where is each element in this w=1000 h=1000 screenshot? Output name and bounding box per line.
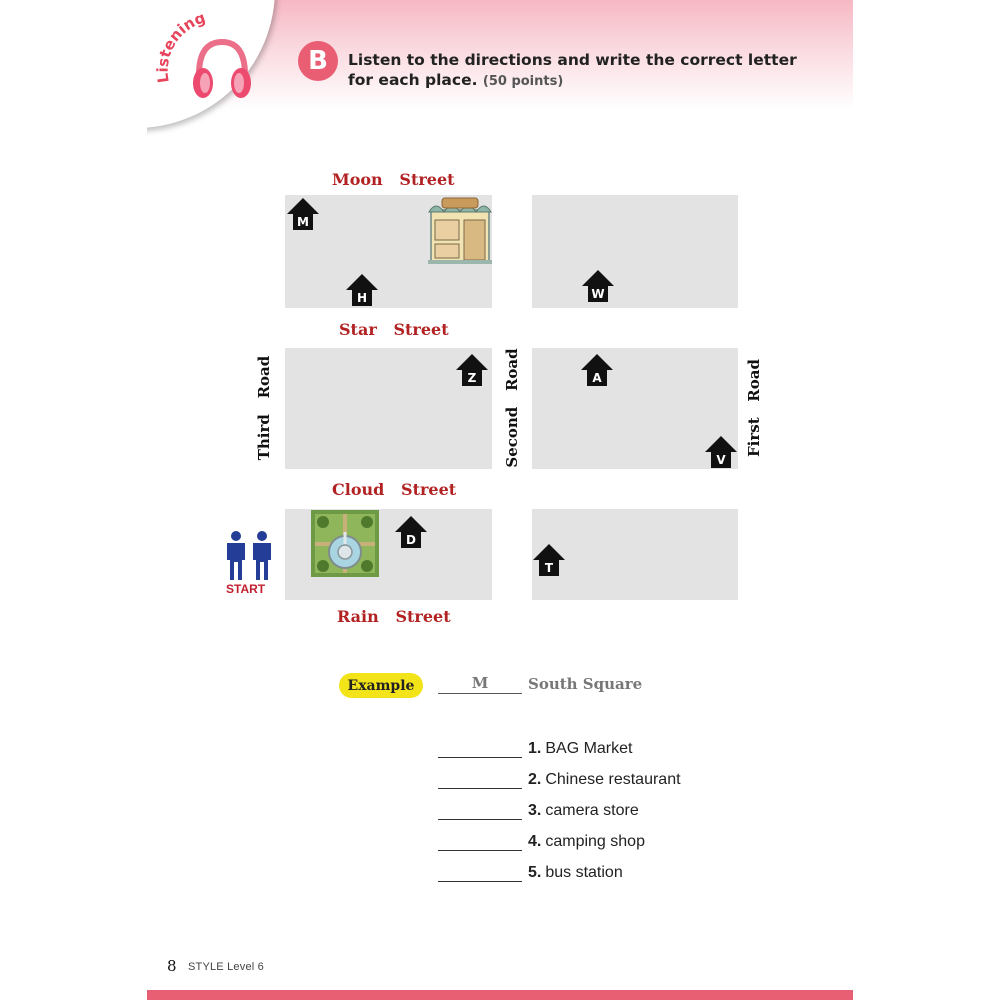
start-label: START	[226, 582, 266, 596]
page-number: 8	[167, 957, 177, 975]
example-label: Example	[339, 673, 423, 698]
people-icon	[223, 530, 275, 582]
answer-blank-1[interactable]	[438, 738, 522, 758]
section-badge: B	[298, 41, 338, 81]
question-row	[438, 767, 681, 789]
question-text: camping shop	[545, 833, 645, 850]
answer-blank-5[interactable]	[438, 862, 522, 882]
answer-blank-3[interactable]	[438, 800, 522, 820]
street-label-star: Star Street	[339, 320, 449, 339]
map-marker-a	[580, 353, 614, 387]
example-place: South Square	[528, 675, 643, 693]
map-marker-h	[345, 273, 379, 307]
street-label-rain: Rain Street	[337, 607, 451, 626]
answer-blank-4[interactable]	[438, 831, 522, 851]
question-row	[438, 798, 639, 820]
question-text: Chinese restaurant	[545, 771, 681, 788]
question-text: camera store	[545, 802, 639, 819]
road-label-second: Second Road	[503, 348, 521, 468]
question-text: bus station	[545, 864, 623, 881]
question-number: 5.	[528, 864, 542, 881]
svg-text:W: W	[591, 287, 605, 301]
points-label: (50 points)	[482, 74, 564, 89]
book-title: STYLE Level 6	[188, 961, 264, 973]
answer-blank-2[interactable]	[438, 769, 522, 789]
headphones-icon	[147, 0, 277, 110]
city-block-top-right	[532, 195, 738, 308]
question-row	[438, 860, 623, 882]
section-tab-label: Listening	[153, 8, 208, 85]
instruction-line-1: Listen to the directions and write the correct letter	[348, 51, 797, 69]
svg-text:D: D	[406, 533, 416, 547]
map-marker-t	[532, 543, 566, 577]
question-number: 2.	[528, 771, 542, 788]
question-number: 4.	[528, 833, 542, 850]
question-number: 3.	[528, 802, 542, 819]
shop-building-icon	[428, 196, 492, 264]
svg-text:A: A	[592, 371, 602, 385]
street-label-moon: Moon Street	[332, 170, 455, 189]
road-label-first: First Road	[745, 359, 763, 457]
example-answer: M	[438, 674, 522, 694]
question-text: BAG Market	[545, 740, 633, 757]
svg-text:Z: Z	[467, 371, 477, 385]
map-marker-v	[704, 435, 738, 469]
question-row	[438, 829, 645, 851]
svg-text:V: V	[716, 453, 726, 467]
instructions	[348, 50, 818, 92]
map-marker-m	[286, 197, 320, 231]
map-marker-w	[581, 269, 615, 303]
svg-text:H: H	[356, 291, 368, 305]
map-marker-d	[394, 515, 428, 549]
fountain-park-icon	[311, 510, 379, 577]
map-marker-z	[455, 353, 489, 387]
svg-text:T: T	[544, 561, 554, 575]
footer-bar	[147, 990, 853, 1000]
svg-text:M: M	[297, 215, 309, 229]
question-row	[438, 736, 632, 758]
instruction-line-2: for each place.	[348, 71, 478, 89]
question-number: 1.	[528, 740, 542, 757]
street-label-cloud: Cloud Street	[332, 480, 457, 499]
worksheet-page	[147, 0, 853, 1000]
road-label-third: Third Road	[255, 355, 273, 461]
